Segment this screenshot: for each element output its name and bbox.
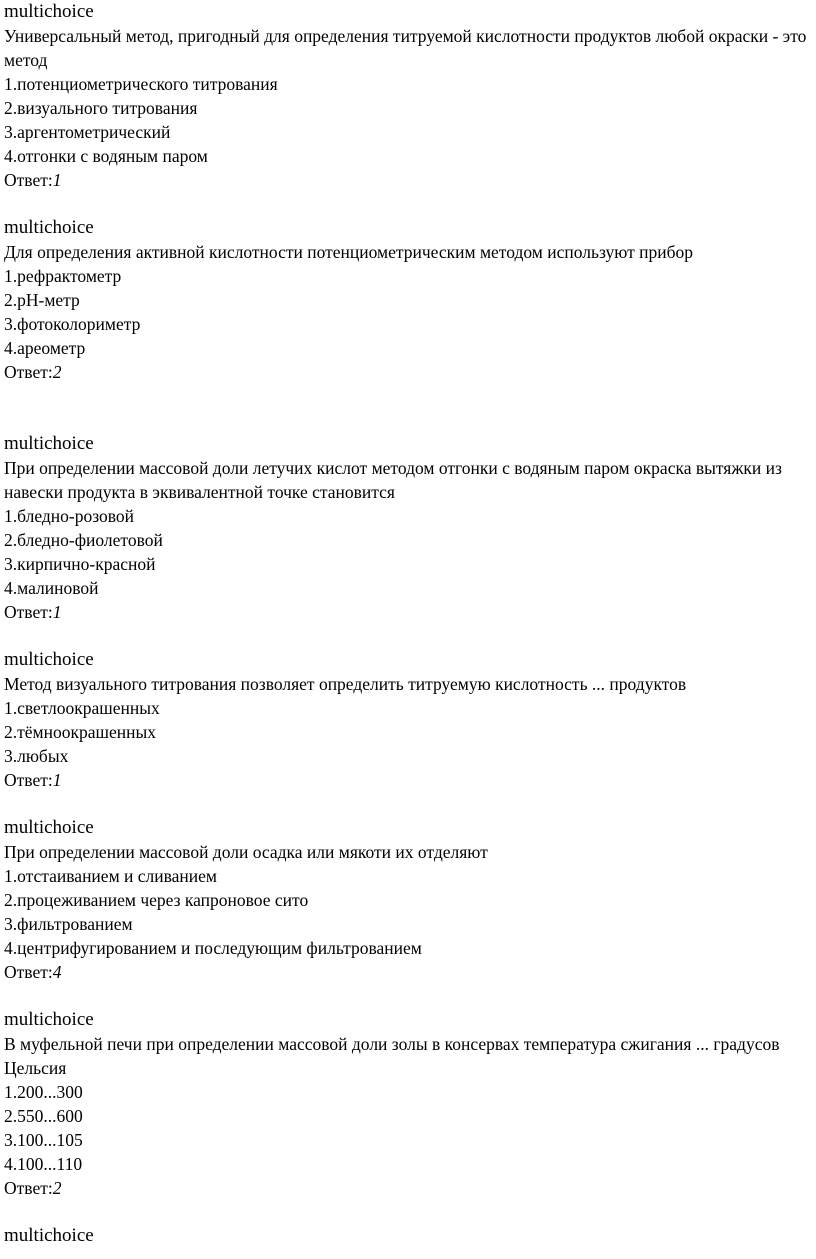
answer-label: Ответ:	[4, 770, 53, 790]
option-item: 1.200...300	[4, 1082, 83, 1102]
question-text: Метод визуального титрования позволяет определить титруемую кислотность ... продуктов	[4, 674, 687, 694]
answer-value: 2	[52, 362, 62, 382]
answer-label: Ответ:	[4, 602, 53, 622]
question-text: В муфельной печи при определении массовой доли золы в консервах температура сжигания ... градусов Цельсия	[4, 1034, 780, 1078]
answer-label: Ответ:	[4, 962, 53, 982]
option-item: 1.отстаиванием и сливанием	[4, 866, 217, 886]
option-item: 4.отгонки с водяным паром	[4, 146, 208, 166]
option-item: 1.рефрактометр	[4, 266, 122, 286]
option-item: 4.ареометр	[4, 338, 86, 358]
question-type: multichoice	[4, 1, 94, 22]
option-item: 3.фильтрованием	[4, 914, 133, 934]
option-item: 3.любых	[4, 746, 69, 766]
answer-label: Ответ:	[4, 1178, 53, 1198]
option-item: 2.тёмноокрашенных	[4, 722, 156, 742]
question-type: multichoice	[4, 817, 94, 838]
answer-value: 1	[52, 170, 62, 190]
option-item: 3.аргентометрический	[4, 122, 171, 142]
answer-line	[4, 600, 810, 624]
option-item: 3.фотоколориметр	[4, 314, 141, 334]
option-item: 2.550...600	[4, 1106, 83, 1126]
question-block	[4, 0, 810, 192]
answer-line	[4, 768, 810, 792]
answer-value: 2	[52, 1178, 62, 1198]
answer-value: 1	[52, 770, 62, 790]
answer-line	[4, 960, 810, 984]
question-type: multichoice	[4, 1225, 94, 1246]
question-block	[4, 648, 810, 792]
option-item: 3.100...105	[4, 1130, 83, 1150]
answer-value: 1	[52, 602, 62, 622]
option-item: 2.процеживанием через капроновое сито	[4, 890, 309, 910]
answer-line	[4, 360, 810, 384]
option-item: 4.100...110	[4, 1154, 83, 1174]
question-type: multichoice	[4, 433, 94, 454]
document-body	[4, 0, 810, 1248]
option-item: 1.потенциометрического титрования	[4, 74, 278, 94]
question-type: multichoice	[4, 1009, 94, 1030]
question-block	[4, 1008, 810, 1200]
option-item: 2.бледно-фиолетовой	[4, 530, 163, 550]
option-item: 4.центрифугированием и последующим фильтрованием	[4, 938, 422, 958]
question-text: Для определения активной кислотности потенциометрическим методом используют прибор	[4, 242, 694, 262]
answer-label: Ответ:	[4, 170, 53, 190]
question-block	[4, 816, 810, 984]
question-block	[4, 1224, 810, 1248]
question-text: При определении массовой доли летучих кислот методом отгонки с водяным паром окраска вытяжки из навески продукта в эквивалентной точке становится	[4, 458, 782, 502]
question-text: При определении массовой доли осадка или мякоти их отделяют	[4, 842, 488, 862]
answer-line	[4, 168, 810, 192]
option-item: 3.кирпично-красной	[4, 554, 156, 574]
option-item: 1.бледно-розовой	[4, 506, 135, 526]
answer-line	[4, 1176, 810, 1200]
answer-value: 4	[52, 962, 62, 982]
question-type: multichoice	[4, 217, 94, 238]
question-block	[4, 216, 810, 384]
option-item: 2.визуального титрования	[4, 98, 198, 118]
option-item: 4.малиновой	[4, 578, 99, 598]
question-type: multichoice	[4, 649, 94, 670]
answer-label: Ответ:	[4, 362, 53, 382]
option-item: 1.светлоокрашенных	[4, 698, 160, 718]
question-block	[4, 432, 810, 624]
question-text: Универсальный метод, пригодный для определения титруемой кислотности продуктов любой окраски - это метод	[4, 26, 807, 70]
option-item: 2.рН-метр	[4, 290, 80, 310]
